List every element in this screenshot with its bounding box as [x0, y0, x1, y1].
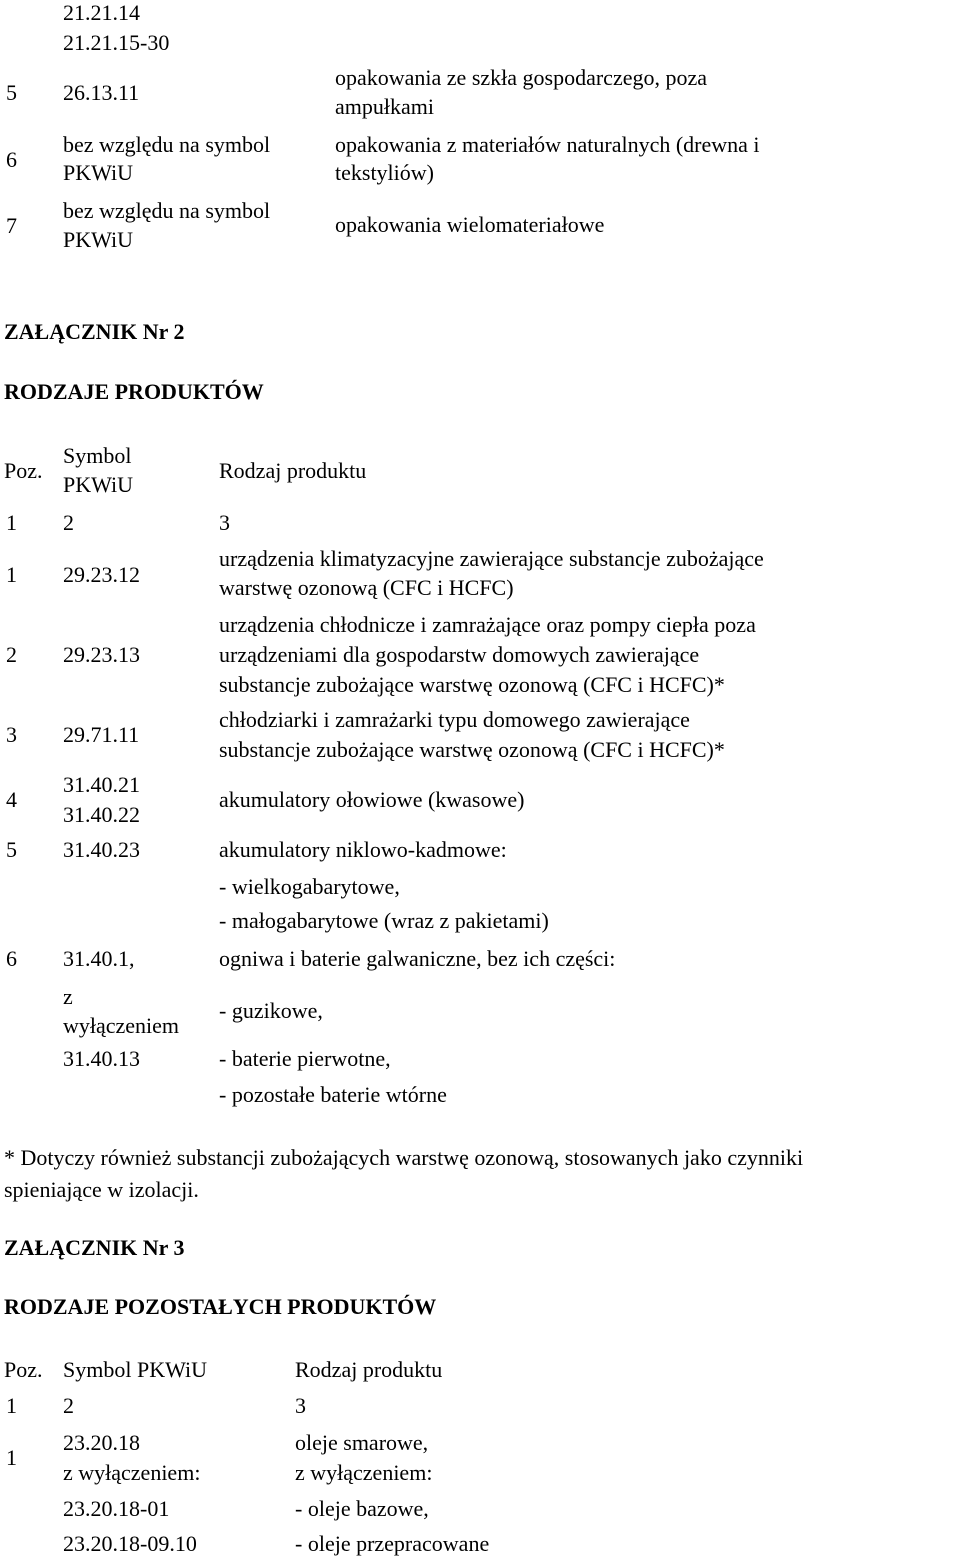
annex2-row2-poz: 2	[6, 642, 17, 667]
annex2-colnum-2: 2	[63, 510, 74, 535]
annex2-row3-rodzaj-line2: substancje zubożające warstwę ozonową (CFC i HCFC)*	[219, 737, 725, 762]
annex2-row5-rodzaj-line1: akumulatory niklowo-kadmowe:	[219, 837, 507, 862]
annex2-footnote-line1: * Dotyczy również substancji zubożających warstwę ozonową, stosowanych jako czynniki	[4, 1145, 804, 1170]
annex2-row7-symbol-line1: z	[63, 984, 73, 1009]
annex3-row2-rodzaj: - oleje bazowe,	[295, 1496, 429, 1521]
top-row-7-poz: 7	[6, 213, 17, 238]
top-row-7-rodzaj: opakowania wielomateriałowe	[335, 212, 605, 237]
annex3-row3-symbol: 23.20.18-09.10	[63, 1531, 197, 1556]
annex2-heading: ZAŁĄCZNIK Nr 2	[4, 319, 185, 344]
annex2-header-symbol-line2: PKWiU	[63, 472, 134, 497]
annex2-row4-symbol-line2: 31.40.22	[63, 802, 140, 827]
annex3-colnum-1: 1	[6, 1393, 17, 1418]
top-row-5-symbol: 26.13.11	[63, 80, 140, 105]
annex2-row3-symbol: 29.71.11	[63, 722, 140, 747]
top-row-5-rodzaj-line2: ampułkami	[335, 94, 434, 119]
annex2-row1-symbol: 29.23.12	[63, 562, 140, 587]
annex2-row2-rodzaj-line1: urządzenia chłodnicze i zamrażające oraz pompy ciepła poza	[219, 612, 756, 637]
code-21-21-15-30: 21.21.15-30	[63, 30, 170, 55]
annex2-row5-symbol: 31.40.23	[63, 837, 140, 862]
annex2-row6-poz: 6	[6, 946, 17, 971]
top-row-5-rodzaj-line1: opakowania ze szkła gospodarczego, poza	[335, 65, 708, 90]
top-row-6-symbol-line2: PKWiU	[63, 160, 134, 185]
annex3-header-symbol: Symbol PKWiU	[63, 1357, 207, 1382]
annex2-colnum-1: 1	[6, 510, 17, 535]
top-row-7-symbol-line1: bez względu na symbol	[63, 198, 271, 223]
annex2-row7-rodzaj: - guzikowe,	[219, 998, 323, 1023]
annex2-row2-rodzaj-line3: substancje zubożające warstwę ozonową (CFC i HCFC)*	[219, 672, 725, 697]
annex2-row8-rodzaj-line2: - pozostałe baterie wtórne	[219, 1082, 447, 1107]
top-row-6-poz: 6	[6, 147, 17, 172]
annex2-row1-rodzaj-line1: urządzenia klimatyzacyjne zawierające substancje zubożające	[219, 546, 764, 571]
annex3-row1-symbol-line2: z wyłączeniem:	[63, 1460, 201, 1485]
annex2-row6-rodzaj: ogniwa i baterie galwaniczne, bez ich części:	[219, 946, 616, 971]
top-row-5-poz: 5	[6, 80, 17, 105]
annex3-row3-rodzaj: - oleje przepracowane	[295, 1531, 490, 1556]
annex2-row5-rodzaj-line2: - wielkogabarytowe,	[219, 874, 400, 899]
annex3-colnum-3: 3	[295, 1393, 306, 1418]
annex3-header-poz: Poz.	[4, 1357, 43, 1382]
annex2-colnum-3: 3	[219, 510, 230, 535]
annex2-row4-poz: 4	[6, 787, 17, 812]
annex2-row2-rodzaj-line2: urządzeniami dla gospodarstw domowych zawierające	[219, 642, 700, 667]
annex3-row1-poz: 1	[6, 1445, 17, 1470]
annex3-row1-rodzaj-line1: oleje smarowe,	[295, 1430, 429, 1455]
annex3-row1-symbol-line1: 23.20.18	[63, 1430, 140, 1455]
top-row-7-symbol-line2: PKWiU	[63, 227, 134, 252]
top-row-6-symbol-line1: bez względu na symbol	[63, 132, 271, 157]
annex2-row5-rodzaj-line3: - małogabarytowe (wraz z pakietami)	[219, 908, 549, 933]
annex2-row1-poz: 1	[6, 562, 17, 587]
annex2-row8-symbol: 31.40.13	[63, 1046, 140, 1071]
code-21-21-14: 21.21.14	[63, 0, 140, 25]
annex2-row3-rodzaj-line1: chłodziarki i zamrażarki typu domowego zawierające	[219, 707, 690, 732]
annex2-row8-rodzaj-line1: - baterie pierwotne,	[219, 1046, 391, 1071]
annex2-row6-symbol: 31.40.1,	[63, 946, 135, 971]
annex3-heading: ZAŁĄCZNIK Nr 3	[4, 1235, 185, 1260]
annex3-title: RODZAJE POZOSTAŁYCH PRODUKTÓW	[4, 1294, 437, 1319]
annex2-row3-poz: 3	[6, 722, 17, 747]
annex2-header-poz: Poz.	[4, 458, 43, 483]
annex2-row4-symbol-line1: 31.40.21	[63, 772, 140, 797]
top-row-6-rodzaj-line2: tekstyliów)	[335, 160, 434, 185]
annex2-row5-poz: 5	[6, 837, 17, 862]
annex2-footnote-line2: spieniające w izolacji.	[4, 1177, 199, 1202]
annex2-row4-rodzaj: akumulatory ołowiowe (kwasowe)	[219, 787, 525, 812]
annex2-row7-symbol-line2: wyłączeniem	[63, 1013, 180, 1038]
annex2-header-symbol-line1: Symbol	[63, 443, 132, 468]
annex2-row1-rodzaj-line2: warstwę ozonową (CFC i HCFC)	[219, 575, 514, 600]
top-row-6-rodzaj-line1: opakowania z materiałów naturalnych (drewna i	[335, 132, 760, 157]
annex3-row2-symbol: 23.20.18-01	[63, 1496, 170, 1521]
annex2-header-rodzaj: Rodzaj produktu	[219, 458, 367, 483]
annex2-title: RODZAJE PRODUKTÓW	[4, 379, 264, 404]
annex3-row1-rodzaj-line2: z wyłączeniem:	[295, 1460, 433, 1485]
annex3-header-rodzaj: Rodzaj produktu	[295, 1357, 443, 1382]
annex2-row2-symbol: 29.23.13	[63, 642, 140, 667]
annex3-colnum-2: 2	[63, 1393, 74, 1418]
